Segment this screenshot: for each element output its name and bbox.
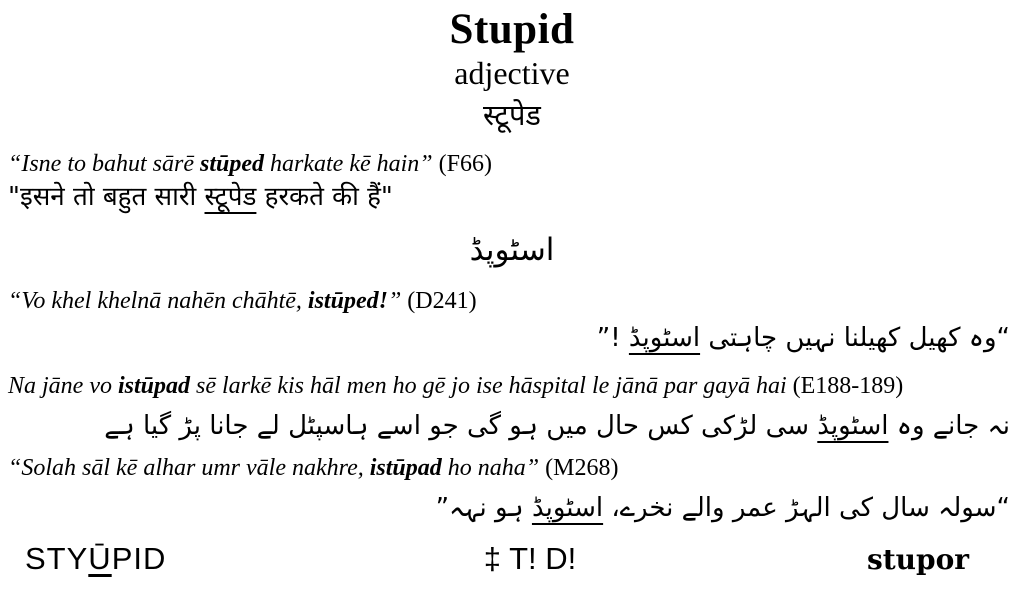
- phonetic-note-text: T! D!: [509, 541, 577, 577]
- urdu-keyword-underlined: اسٹوپڈ: [817, 411, 889, 442]
- roman-text-segment: ho naha”: [441, 455, 540, 482]
- footer-row: [0, 541, 1024, 577]
- devanagari-text-segment: हरकते की हैं": [256, 182, 393, 213]
- roman-text-segment: harkate kē hain”: [264, 151, 433, 178]
- roman-keyword-bold: istūpad: [369, 455, 442, 482]
- example2-urdu-line: [0, 317, 1024, 359]
- devanagari-keyword-underlined: स्टूपेड: [204, 182, 257, 213]
- example4-urdu-line: [0, 487, 1024, 529]
- roman-text-segment: sē larkē kis hāl men ho gē jo ise hāspital le jānā par gayā hai: [190, 373, 787, 400]
- example2-roman-line: [0, 286, 1024, 317]
- urdu-text-segment: !”: [596, 323, 629, 354]
- devanagari-headword: स्टूपेड: [483, 98, 541, 133]
- pronunciation-segment: PID: [111, 541, 167, 577]
- roman-text-segment: “Vo khel khelnā nahēn chāhtē,: [8, 288, 308, 315]
- roman-text-segment: “Solah sāl kē alhar umr vāle nakhre,: [8, 455, 370, 482]
- urdu-headword: اسٹوپڈ: [469, 232, 555, 269]
- example4-roman-line: [0, 453, 1024, 484]
- related-word: stupor: [866, 543, 969, 577]
- source-reference: (D241): [401, 288, 477, 315]
- urdu-text-segment: نہ جانے وہ: [888, 411, 1010, 442]
- urdu-text-segment: “سولہ سال کی الہڑ عمر والے نخرے،: [603, 493, 1010, 524]
- urdu-text-segment: سی لڑکی کس حال میں ہو گی جو اسے ہاسپٹل لے جانا پڑ گیا ہے: [104, 411, 818, 442]
- example1-devanagari-line: [0, 180, 1024, 215]
- roman-keyword-bold: stūped: [200, 151, 265, 178]
- phonetic-note: [365, 541, 695, 577]
- roman-text-segment: Na jāne vo: [8, 373, 118, 400]
- double-dagger-icon: ‡: [483, 541, 501, 577]
- source-reference: (F66): [432, 151, 492, 178]
- roman-text-segment: ”: [387, 288, 402, 315]
- source-reference: (M268): [539, 455, 619, 482]
- urdu-text-segment: ہو نہہ”: [435, 493, 532, 524]
- example1-roman-line: [0, 149, 1024, 180]
- roman-keyword-bold: istūpad: [117, 373, 191, 400]
- pronunciation-underlined-vowel: Ū: [88, 541, 112, 577]
- devanagari-text-segment: "इसने तो बहुत सारी: [8, 182, 205, 213]
- urdu-text-segment: “وہ کھیل کھیلنا نہیں چاہتی: [700, 323, 1010, 354]
- roman-text-segment: “Isne to bahut sārē: [8, 151, 200, 178]
- pronunciation-segment: STY: [25, 541, 89, 577]
- source-reference: (E188-189): [786, 373, 904, 400]
- example3-roman-line: [0, 371, 1024, 402]
- roman-keyword-bold: istūped!: [307, 288, 388, 315]
- pronunciation-guide: [0, 541, 365, 577]
- urdu-keyword-underlined: اسٹوپڈ: [531, 493, 604, 524]
- dictionary-page: [0, 6, 1024, 577]
- example3-urdu-line: [0, 405, 1024, 447]
- page-title: Stupid: [449, 6, 575, 53]
- part-of-speech: adjective: [454, 55, 570, 92]
- urdu-keyword-underlined: اسٹوپڈ: [628, 323, 701, 354]
